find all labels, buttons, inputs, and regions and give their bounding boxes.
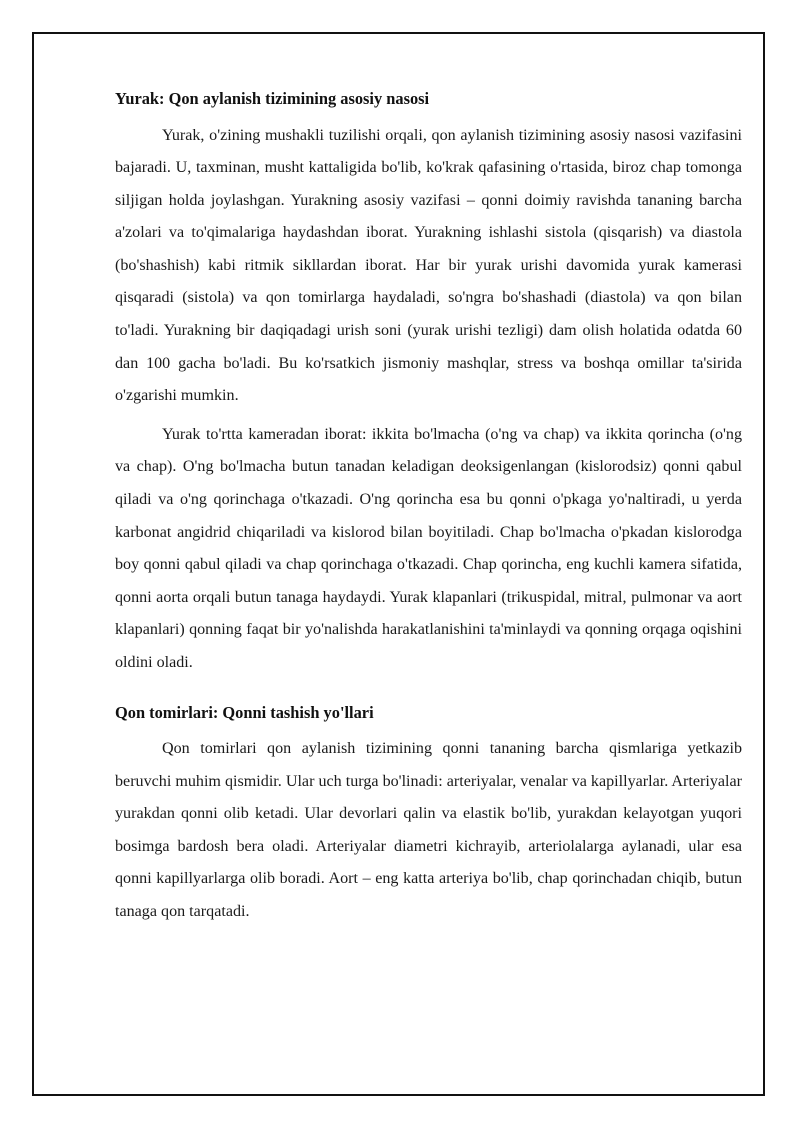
section-heading-heart: Yurak: Qon aylanish tizimining asosiy nasosi	[115, 89, 430, 108]
paragraph-heart-function: Yurak, o'zining mushakli tuzilishi orqali, qon aylanish tizimining asosiy nasosi vazifasini bajaradi. U, taxminan, musht kattaligida bo'lib, ko'krak qafasining o'rtasida, biroz chap tomonga siljigan holda joylashgan. Yurakning asosiy vazifasi – qonni doimiy ravishda tananing barcha a'zolari va to'qimalariga haydashdan iborat. Yurakning ishlashi sistola (qisqarish) va diastola (bo'shashish) kabi ritmik sikllardan iborat. Har bir yurak urishi davomida yurak kamerasi qisqaradi (sistola) va qon tomirlarga haydaladi, so'ngra bo'shashadi (diastola) va qon bilan to'ladi. Yurakning bir daqiqadagi urish soni (yurak urishi tezligi) dam olish holatida odatda 60 dan 100 gacha bo'ladi. Bu ko'rsatkich jismoniy mashqlar, stress va boshqa omillar ta'sirida o'zgarishi mumkin.	[115, 126, 742, 405]
paragraph-heart-chambers: Yurak to'rtta kameradan iborat: ikkita bo'lmacha (o'ng va chap) va ikkita qorincha (o'ng va chap). O'ng bo'lmacha butun tanadan keladigan deoksigenlangan (kislorodsiz) qonni qabul qiladi va o'ng qorinchaga o'tkazadi. O'ng qorincha esa bu qonni o'pkaga yo'naltiradi, u yerda karbonat angidrid chiqariladi va kislorod bilan boyitiladi. Chap bo'lmacha o'pkadan kislorodga boy qonni qabul qiladi va chap qorinchaga o'tkazadi. Chap qorincha, eng kuchli kamera sifatida, qonni aorta orqali butun tanaga haydaydi. Yurak klapanlari (trikuspidal, mitral, pulmonar va aort klapanlari) qonning faqat bir yo'nalishda harakatlanishini ta'minlaydi va qonning orqaga oqishini oldini oladi.	[115, 425, 742, 671]
paragraph-blood-vessels: Qon tomirlari qon aylanish tizimining qonni tananing barcha qismlariga yetkazib beruvchi muhim qismidir. Ular uch turga bo'linadi: arteriyalar, venalar va kapillyarlar. Arteriyalar yurakdan qonni olib ketadi. Ular devorlari qalin va elastik bo'lib, yurakdan kelayotgan yuqori bosimga bardosh bera oladi. Arteriyalar diametri kichrayib, arteriolalarga aylanadi, ular esa qonni kapillyarlarga olib boradi. Aort – eng katta arteriya bo'lib, chap qorinchadan chiqib, butun tanaga qon tarqatadi.	[115, 740, 742, 921]
section-heading-blood-vessels: Qon tomirlari: Qonni tashish yo'llari	[115, 702, 374, 722]
section-spacer	[115, 686, 742, 697]
document-body	[115, 83, 742, 935]
